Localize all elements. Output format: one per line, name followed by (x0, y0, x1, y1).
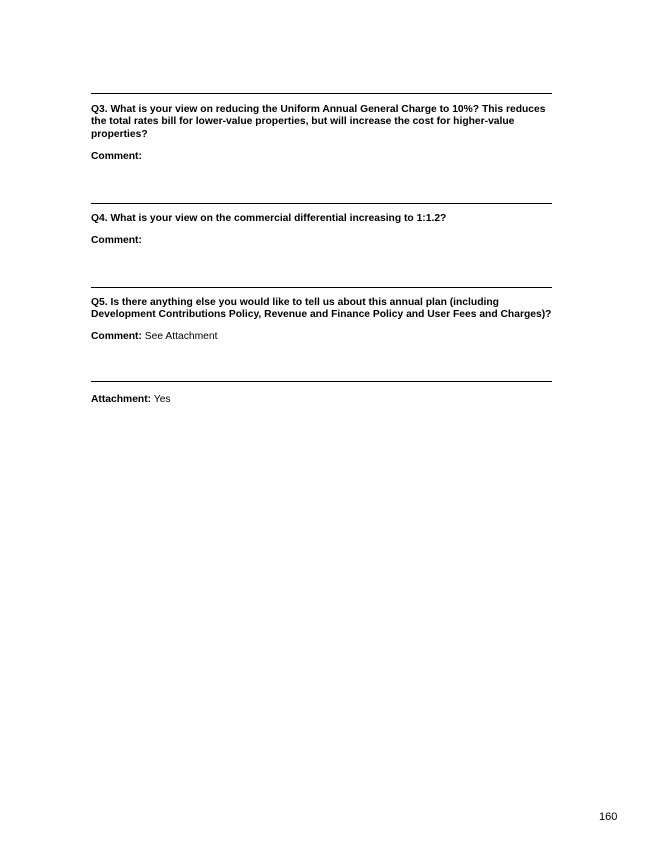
attachment-label: Attachment: (91, 394, 152, 405)
comment-q4 (91, 235, 142, 247)
question-q4: Q4. What is your view on the commercial differential increasing to 1:1.2? (91, 213, 447, 224)
comment-value: See Attachment (144, 331, 218, 342)
divider-rule-3 (91, 287, 552, 288)
question-q5: Q5. Is there anything else you would like to tell us about this annual plan (including Development Contributions Policy, Revenue and Finance Policy and User Fees and Charges)? (91, 297, 552, 321)
attachment-line (91, 394, 171, 406)
divider-rule-2 (91, 203, 552, 204)
comment-label: Comment: (91, 331, 142, 342)
comment-q3 (91, 151, 142, 163)
comment-q5 (91, 331, 218, 343)
divider-rule-1 (91, 93, 552, 94)
comment-label: Comment: (91, 151, 142, 162)
divider-rule-4 (91, 381, 552, 382)
page-number: 160 (599, 811, 618, 823)
question-q3: Q3. What is your view on reducing the Uniform Annual General Charge to 10%? This reduces the total rates bill for lower-value properties, but will increase the cost for higher-value properties? (91, 104, 546, 140)
attachment-value: Yes (153, 394, 171, 405)
comment-label: Comment: (91, 235, 142, 246)
